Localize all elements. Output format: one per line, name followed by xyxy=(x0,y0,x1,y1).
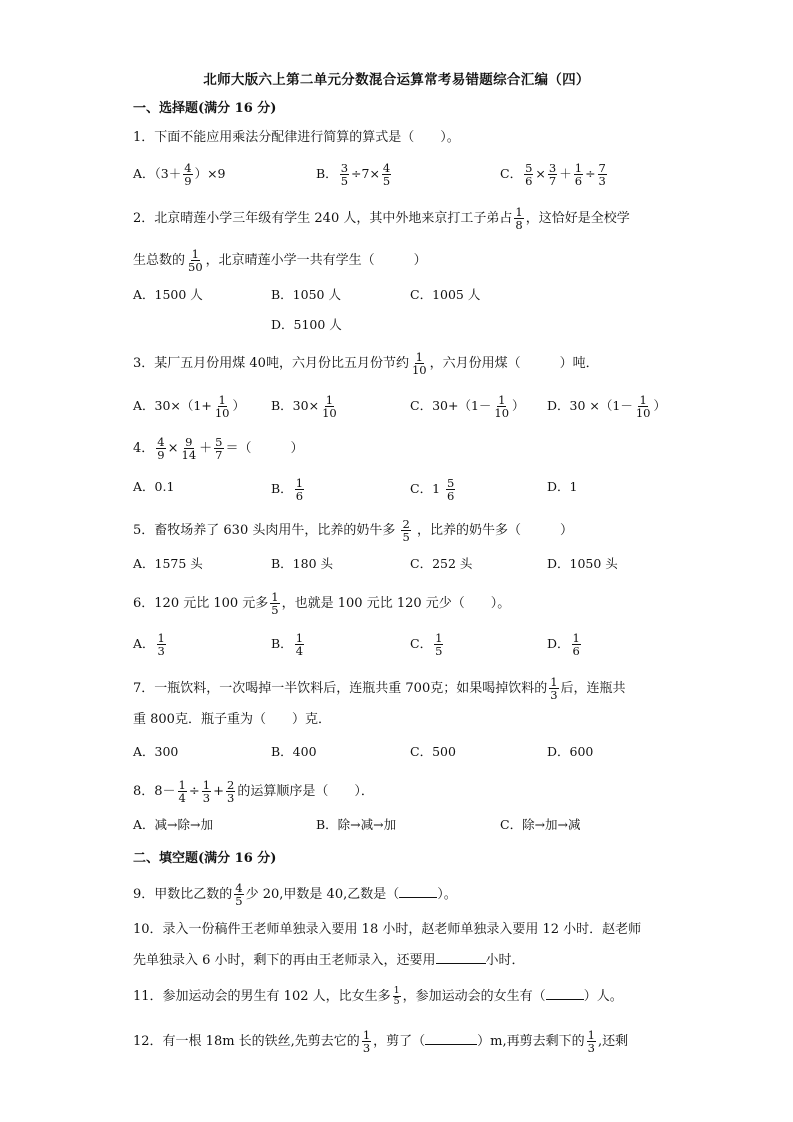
text-run: ）×9 xyxy=(194,166,226,181)
fraction xyxy=(572,632,581,657)
numerator: 1 xyxy=(295,631,304,645)
numerator: 1 xyxy=(325,393,334,407)
text-run: A． xyxy=(133,636,155,651)
text-run: ＝（ ） xyxy=(225,441,304,456)
text-run: ） xyxy=(653,398,666,413)
text-run: ＋ xyxy=(559,166,572,181)
text-run: A．30×（1+ xyxy=(133,398,212,413)
text-run: ÷ xyxy=(585,166,596,181)
question-7-stem-line-2: 重 800克．瓶子重为（ ）克． xyxy=(133,712,331,727)
question-6-option-a xyxy=(133,632,168,657)
question-7-stem-line-1 xyxy=(133,675,626,702)
text-run: ）m,再剪去剩下的 xyxy=(477,1034,585,1049)
fraction xyxy=(574,162,583,187)
fraction xyxy=(598,162,607,187)
page-title: 北师大版六上第二单元分数混合运算常考易错题综合汇编（四） xyxy=(203,72,590,88)
fraction xyxy=(524,162,533,187)
denominator: 10 xyxy=(635,406,651,420)
fraction xyxy=(514,206,523,231)
fraction xyxy=(411,351,428,376)
numerator: 1 xyxy=(515,205,523,219)
text-run: 8．8－ xyxy=(133,784,176,799)
fraction xyxy=(226,779,235,804)
text-run: D．30 ×（1－ xyxy=(547,398,633,413)
question-5-stem xyxy=(133,517,573,544)
question-2-option-c: C．1005 人 xyxy=(410,287,481,302)
numerator: 2 xyxy=(402,517,410,531)
text-run: 少 20,甲数是 40,乙数是（ xyxy=(245,887,400,902)
text-run: 11．参加运动会的男生有 102 人，比女生多 xyxy=(133,989,391,1004)
answer-blank[interactable] xyxy=(436,950,486,964)
numerator: 1 xyxy=(218,393,226,407)
question-2-stem-line-2 xyxy=(133,247,427,274)
fraction xyxy=(382,162,391,187)
fraction xyxy=(434,632,443,657)
question-7-option-d: D．600 xyxy=(547,744,594,759)
text-run: ，六月份用煤（ ）吨． xyxy=(429,356,599,371)
question-4-stem xyxy=(133,435,304,462)
question-2-option-d: D．5100 人 xyxy=(271,317,342,332)
denominator: 3 xyxy=(227,791,235,805)
denominator: 3 xyxy=(598,174,606,188)
numerator: 1 xyxy=(572,631,580,645)
denominator: 9 xyxy=(184,174,192,188)
fraction xyxy=(295,632,304,657)
fraction xyxy=(401,518,410,543)
numerator: 1 xyxy=(191,247,199,261)
fraction xyxy=(234,882,243,907)
denominator: 4 xyxy=(295,644,304,658)
denominator: 5 xyxy=(271,603,279,617)
denominator: 5 xyxy=(393,996,400,1007)
fraction xyxy=(156,436,165,461)
question-10-stem-line-1: 10．录入一份稿件王老师单独录入要用 18 小时，赵老师单独录入要用 12 小时．赵老师 xyxy=(133,922,642,937)
text-run: ÷7× xyxy=(351,166,380,181)
numerator: 4 xyxy=(184,161,192,175)
question-8-option-b: B．除→减→加 xyxy=(316,817,397,832)
numerator: 1 xyxy=(415,350,423,364)
numerator: 3 xyxy=(340,161,349,175)
question-1-option-a xyxy=(133,162,226,187)
text-run: A．（3＋ xyxy=(133,166,182,181)
question-11-stem xyxy=(133,986,623,1006)
question-5-option-b: B．180 头 xyxy=(271,556,334,571)
denominator: 10 xyxy=(494,406,510,420)
denominator: 7 xyxy=(548,174,557,188)
numerator: 1 xyxy=(202,778,211,792)
denominator: 9 xyxy=(157,448,165,462)
fraction xyxy=(202,779,211,804)
denominator: 8 xyxy=(515,218,523,232)
denominator: 3 xyxy=(550,688,558,702)
text-run: 9．甲数比乙数的 xyxy=(133,887,233,902)
numerator: 1 xyxy=(362,1028,371,1042)
question-5-option-a: A．1575 头 xyxy=(133,556,203,571)
text-run: ，参加运动会的女生有（ xyxy=(402,989,546,1004)
text-run: 5．畜牧场养了 630 头肉用牛，比养的奶牛多 xyxy=(133,523,400,538)
fraction xyxy=(493,394,510,419)
section-heading-choice: 一、选择题(满分 16 分) xyxy=(133,101,277,116)
numerator: 1 xyxy=(295,476,304,490)
text-run: ＋ xyxy=(199,441,213,456)
numerator: 1 xyxy=(498,393,506,407)
numerator: 5 xyxy=(215,435,223,449)
answer-blank[interactable] xyxy=(546,986,584,1000)
question-2-option-a: A．1500 人 xyxy=(133,287,203,302)
text-run: 7．一瓶饮料，一次喝掉一半饮料后，连瓶共重 700克；如果喝掉饮料的 xyxy=(133,681,548,696)
text-run: ，也就是 100 元比 120 元少（ ）。 xyxy=(281,596,511,611)
fraction xyxy=(446,477,455,502)
question-4-option-c xyxy=(410,477,457,502)
fraction xyxy=(270,591,279,616)
text-run: ,还剩 xyxy=(597,1034,629,1049)
fraction xyxy=(587,1029,596,1054)
fraction xyxy=(393,986,401,1007)
question-3-option-c xyxy=(410,394,525,419)
text-run: 4． xyxy=(133,441,155,456)
denominator: 6 xyxy=(574,174,583,188)
denominator: 50 xyxy=(188,260,203,274)
fraction xyxy=(157,632,166,657)
fraction xyxy=(340,162,349,187)
numerator: 9 xyxy=(185,435,193,449)
text-run: ，北京晴莲小学一共有学生（ ） xyxy=(205,253,427,268)
text-run: 生总数的 xyxy=(133,253,186,268)
question-10-stem-line-2 xyxy=(133,950,525,970)
numerator: 7 xyxy=(598,161,606,175)
denominator: 10 xyxy=(322,406,337,420)
text-run: B． xyxy=(271,481,293,496)
text-run: ） xyxy=(232,398,245,413)
question-5-option-d: D．1050 头 xyxy=(547,556,618,571)
numerator: 3 xyxy=(548,161,557,175)
text-run: + xyxy=(213,784,225,799)
numerator: 1 xyxy=(639,393,647,407)
denominator: 10 xyxy=(411,363,427,377)
text-run: B．30× xyxy=(271,398,320,413)
fraction xyxy=(321,394,338,419)
denominator: 6 xyxy=(295,489,304,503)
denominator: 3 xyxy=(362,1041,371,1055)
question-8-stem xyxy=(133,778,374,805)
denominator: 5 xyxy=(235,894,243,908)
denominator: 5 xyxy=(340,174,349,188)
text-run: 12．有一根 18m 长的铁丝,先剪去它的 xyxy=(133,1034,360,1049)
numerator: 5 xyxy=(447,476,455,490)
numerator: 1 xyxy=(178,778,186,792)
denominator: 5 xyxy=(402,530,410,544)
text-run: C．1 xyxy=(410,481,444,496)
fraction xyxy=(214,436,223,461)
question-7-option-a: A．300 xyxy=(133,744,179,759)
text-run: 先单独录入 6 小时，剩下的再由王老师录入，还要用 xyxy=(133,953,436,968)
question-9-stem xyxy=(133,881,457,908)
question-6-option-b xyxy=(271,632,306,657)
numerator: 1 xyxy=(271,590,279,604)
question-8-option-c: C．除→加→减 xyxy=(500,817,581,832)
text-run: 后，连瓶共 xyxy=(560,681,626,696)
fraction xyxy=(214,394,231,419)
text-run: 6．120 元比 100 元多 xyxy=(133,596,269,611)
text-run: × xyxy=(535,166,546,181)
denominator: 4 xyxy=(178,791,186,805)
text-run: ）人。 xyxy=(583,989,623,1004)
question-6-stem xyxy=(133,590,511,617)
numerator: 5 xyxy=(525,161,533,175)
text-run: 2．北京晴莲小学三年级有学生 240 人，其中外地来京打工子弟占 xyxy=(133,211,513,226)
question-4-option-b xyxy=(271,477,306,502)
question-4-option-d: D．1 xyxy=(547,479,578,494)
text-run: 3．某厂五月份用煤 40吨，六月份比五月份节约 xyxy=(133,356,409,371)
section-heading-fill-blank: 二、填空题(满分 16 分) xyxy=(133,851,277,866)
denominator: 6 xyxy=(447,489,455,503)
denominator: 5 xyxy=(382,174,391,188)
denominator: 10 xyxy=(214,406,230,420)
question-3-stem xyxy=(133,350,599,377)
numerator: 1 xyxy=(574,161,583,175)
text-run: B． xyxy=(271,636,293,651)
numerator: 2 xyxy=(227,778,235,792)
question-7-option-c: C．500 xyxy=(410,744,456,759)
text-run: ，剪了（ xyxy=(373,1034,426,1049)
text-run: ，这恰好是全校学 xyxy=(525,211,630,226)
fraction xyxy=(181,436,198,461)
question-4-option-a: A．0.1 xyxy=(133,479,175,494)
text-run: ）。 xyxy=(437,887,457,902)
denominator: 14 xyxy=(181,448,197,462)
denominator: 6 xyxy=(572,644,580,658)
question-1-option-b xyxy=(316,162,393,187)
text-run: × xyxy=(167,441,179,456)
text-run: ，比养的奶牛多（ ） xyxy=(412,523,573,538)
numerator: 1 xyxy=(435,631,443,645)
question-6-option-c xyxy=(410,632,445,657)
text-run: 的运算顺序是（ ）． xyxy=(237,784,374,799)
numerator: 4 xyxy=(382,161,391,175)
text-run: D． xyxy=(547,636,570,651)
numerator: 4 xyxy=(157,435,165,449)
fraction xyxy=(549,676,558,701)
numerator: 1 xyxy=(587,1028,595,1042)
question-8-option-a: A．减→除→加 xyxy=(133,817,213,832)
question-2-option-b: B．1050 人 xyxy=(271,287,341,302)
text-run: C． xyxy=(500,166,523,181)
numerator: 1 xyxy=(393,985,400,996)
text-run: ÷ xyxy=(188,784,200,799)
text-run: C． xyxy=(410,636,433,651)
answer-blank[interactable] xyxy=(399,884,437,898)
question-7-option-b: B．400 xyxy=(271,744,317,759)
question-6-option-d xyxy=(547,632,583,657)
fraction xyxy=(362,1029,371,1054)
fraction xyxy=(635,394,652,419)
question-2-stem-line-1 xyxy=(133,205,630,232)
denominator: 5 xyxy=(435,644,443,658)
denominator: 6 xyxy=(525,174,533,188)
fraction xyxy=(295,477,304,502)
denominator: 3 xyxy=(587,1041,595,1055)
question-3-option-a xyxy=(133,394,245,419)
question-1-stem: 1．下面不能应用乘法分配律进行简算的算式是（ ）。 xyxy=(133,130,460,145)
question-5-option-c: C．252 头 xyxy=(410,556,473,571)
question-12-stem xyxy=(133,1028,629,1055)
question-3-option-b xyxy=(271,394,340,419)
text-run: C．30+（1－ xyxy=(410,398,492,413)
text-run: 小时． xyxy=(485,953,525,968)
question-3-option-d xyxy=(547,394,666,419)
numerator: 1 xyxy=(157,631,165,645)
numerator: 4 xyxy=(235,881,243,895)
fraction xyxy=(548,162,557,187)
denominator: 3 xyxy=(157,644,165,658)
text-run: ） xyxy=(512,398,525,413)
answer-blank[interactable] xyxy=(425,1031,477,1045)
fraction xyxy=(187,248,204,273)
fraction xyxy=(183,162,192,187)
denominator: 7 xyxy=(215,448,223,462)
text-run: B． xyxy=(316,166,338,181)
numerator: 1 xyxy=(550,675,558,689)
denominator: 3 xyxy=(202,791,211,805)
question-1-option-c xyxy=(500,162,609,187)
fraction xyxy=(178,779,187,804)
